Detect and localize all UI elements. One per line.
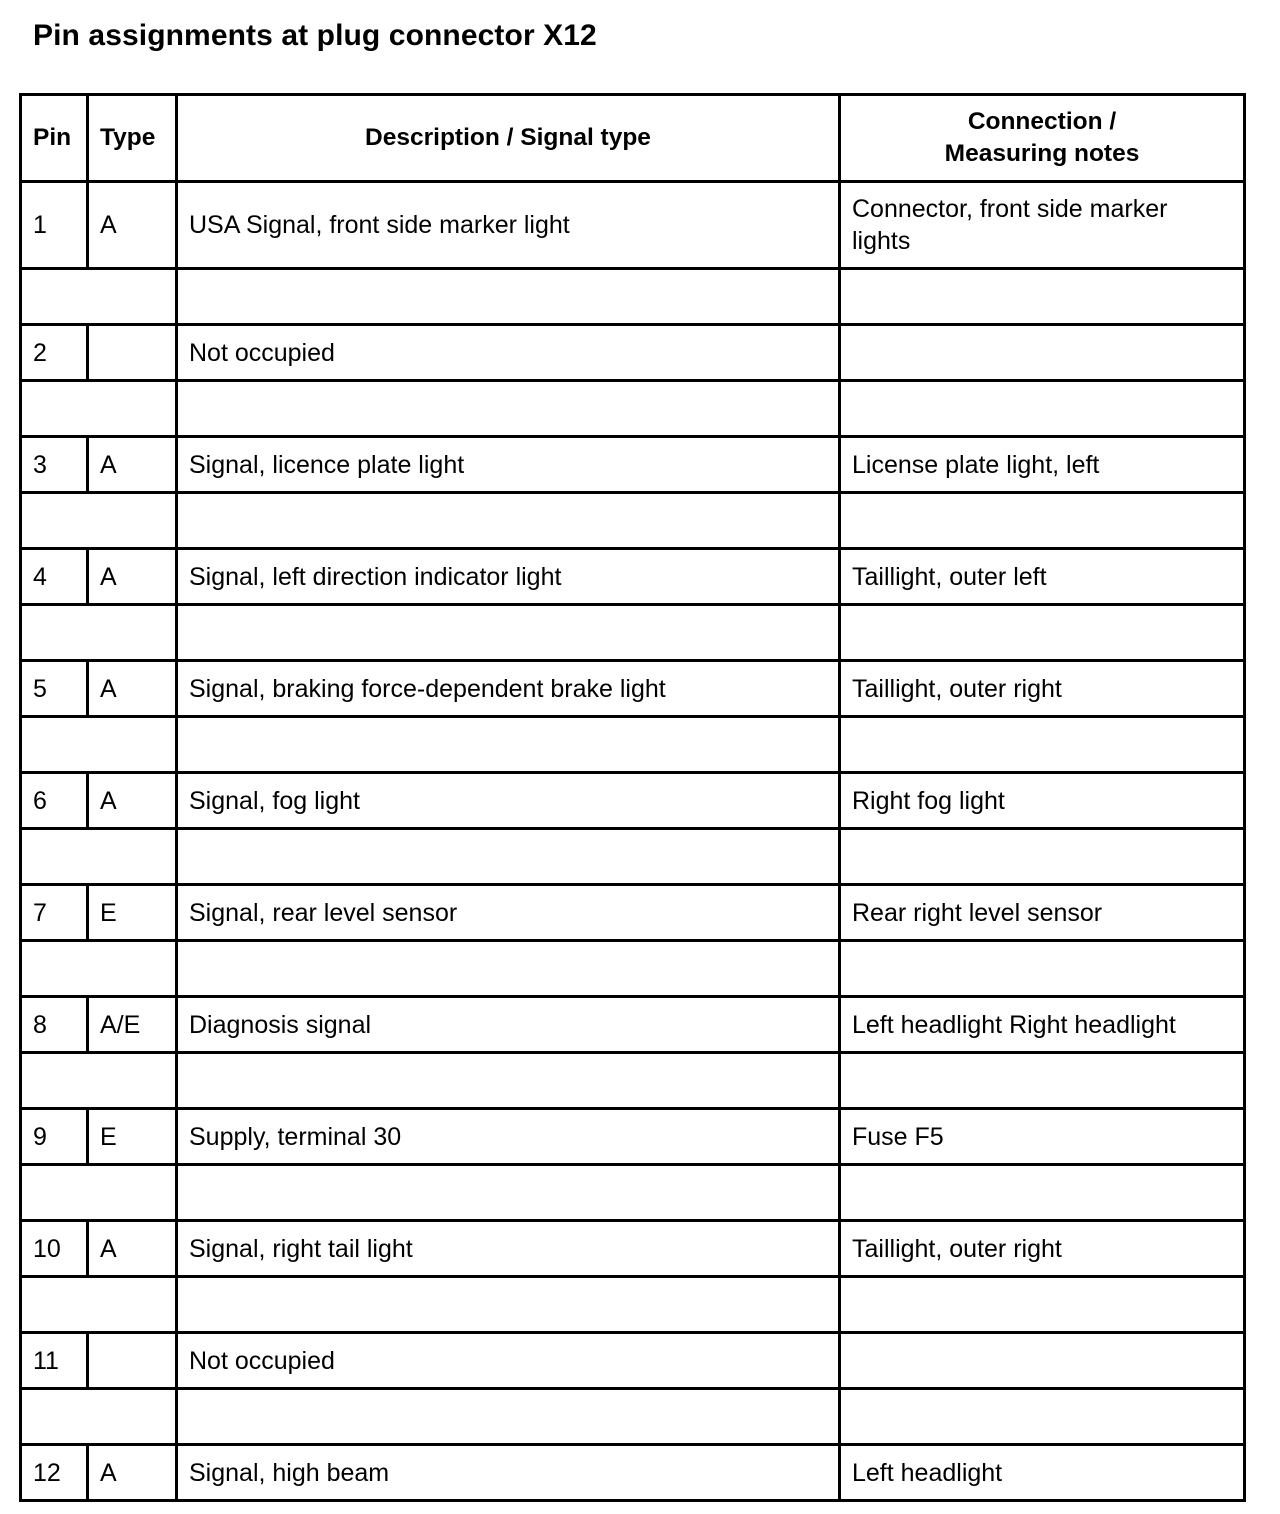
table-row (21, 661, 1245, 717)
spacer-cell (840, 1277, 1245, 1333)
spacer-cell (840, 1053, 1245, 1109)
pin-cell: 1 (21, 182, 88, 269)
spacer-cell (177, 717, 840, 773)
spacer-cell (840, 605, 1245, 661)
spacer-cell (21, 1389, 177, 1445)
spacer-cell (177, 269, 840, 325)
type-cell: A (88, 1445, 177, 1501)
description-cell: Signal, braking force-dependent brake light (177, 661, 840, 717)
pin-cell: 12 (21, 1445, 88, 1501)
page-title: Pin assignments at plug connector X12 (33, 19, 597, 52)
description-cell: Not occupied (177, 325, 840, 381)
connection-cell: License plate light, left (840, 437, 1245, 493)
type-cell: A (88, 182, 177, 269)
spacer-cell (840, 381, 1245, 437)
spacer-row (21, 493, 1245, 549)
type-cell (88, 325, 177, 381)
description-cell: Signal, licence plate light (177, 437, 840, 493)
type-cell: A (88, 661, 177, 717)
table-row (21, 773, 1245, 829)
table-row (21, 182, 1245, 269)
type-cell: E (88, 885, 177, 941)
pin-cell: 8 (21, 997, 88, 1053)
spacer-cell (840, 1389, 1245, 1445)
type-cell: A (88, 549, 177, 605)
connection-cell (840, 325, 1245, 381)
pin-cell: 9 (21, 1109, 88, 1165)
spacer-row (21, 1277, 1245, 1333)
spacer-cell (21, 1053, 177, 1109)
spacer-row (21, 605, 1245, 661)
spacer-cell (177, 493, 840, 549)
spacer-cell (177, 829, 840, 885)
spacer-row (21, 829, 1245, 885)
pin-cell: 5 (21, 661, 88, 717)
pin-cell: 2 (21, 325, 88, 381)
spacer-cell (177, 1053, 840, 1109)
pin-assignment-table (19, 93, 1246, 1502)
spacer-cell (21, 1277, 177, 1333)
spacer-cell (840, 941, 1245, 997)
spacer-row (21, 717, 1245, 773)
pin-cell: 3 (21, 437, 88, 493)
spacer-cell (177, 1165, 840, 1221)
spacer-cell (21, 717, 177, 773)
header-row (21, 95, 1245, 182)
description-cell: Supply, terminal 30 (177, 1109, 840, 1165)
spacer-row (21, 269, 1245, 325)
table-row (21, 1221, 1245, 1277)
spacer-cell (177, 1389, 840, 1445)
spacer-cell (21, 269, 177, 325)
spacer-cell (21, 941, 177, 997)
type-cell (88, 1333, 177, 1389)
pin-cell: 7 (21, 885, 88, 941)
column-header-connection (840, 95, 1245, 182)
description-cell: USA Signal, front side marker light (177, 182, 840, 269)
spacer-cell (21, 1165, 177, 1221)
spacer-cell (840, 717, 1245, 773)
connection-cell: Taillight, outer left (840, 549, 1245, 605)
spacer-cell (21, 493, 177, 549)
spacer-cell (840, 829, 1245, 885)
pin-cell: 11 (21, 1333, 88, 1389)
description-cell: Not occupied (177, 1333, 840, 1389)
spacer-cell (177, 1277, 840, 1333)
pin-cell: 6 (21, 773, 88, 829)
spacer-row (21, 381, 1245, 437)
pin-cell: 10 (21, 1221, 88, 1277)
connection-cell: Connector, front side marker lights (840, 182, 1245, 269)
connection-cell: Left headlight (840, 1445, 1245, 1501)
table-row (21, 1109, 1245, 1165)
spacer-cell (177, 605, 840, 661)
connection-cell (840, 1333, 1245, 1389)
column-header-type: Type (88, 95, 177, 182)
spacer-cell (177, 941, 840, 997)
type-cell: A (88, 1221, 177, 1277)
table-row (21, 549, 1245, 605)
type-cell: A/E (88, 997, 177, 1053)
table-body (21, 182, 1245, 1501)
pin-cell: 4 (21, 549, 88, 605)
type-cell: A (88, 773, 177, 829)
spacer-row (21, 1053, 1245, 1109)
connection-cell: Taillight, outer right (840, 661, 1245, 717)
connection-cell: Right fog light (840, 773, 1245, 829)
description-cell: Signal, right tail light (177, 1221, 840, 1277)
description-cell: Signal, rear level sensor (177, 885, 840, 941)
spacer-row (21, 941, 1245, 997)
column-header-pin: Pin (21, 95, 88, 182)
table-row (21, 437, 1245, 493)
table-row (21, 997, 1245, 1053)
table-row (21, 1333, 1245, 1389)
connection-cell: Rear right level sensor (840, 885, 1245, 941)
spacer-cell (840, 1165, 1245, 1221)
spacer-cell (21, 829, 177, 885)
description-cell: Signal, fog light (177, 773, 840, 829)
connection-cell: Taillight, outer right (840, 1221, 1245, 1277)
type-cell: E (88, 1109, 177, 1165)
table-row (21, 1445, 1245, 1501)
table-row (21, 885, 1245, 941)
column-header-description: Description / Signal type (177, 95, 840, 182)
description-cell: Signal, high beam (177, 1445, 840, 1501)
connection-cell: Fuse F5 (840, 1109, 1245, 1165)
spacer-row (21, 1165, 1245, 1221)
column-header-connection-line2: Measuring notes (944, 140, 1140, 167)
connection-cell: Left headlight Right headlight (840, 997, 1245, 1053)
spacer-cell (840, 493, 1245, 549)
table-row (21, 325, 1245, 381)
spacer-cell (21, 381, 177, 437)
spacer-row (21, 1389, 1245, 1445)
type-cell: A (88, 437, 177, 493)
description-cell: Diagnosis signal (177, 997, 840, 1053)
spacer-cell (840, 269, 1245, 325)
description-cell: Signal, left direction indicator light (177, 549, 840, 605)
column-header-connection-line1: Connection / (967, 108, 1117, 135)
spacer-cell (177, 381, 840, 437)
spacer-cell (21, 605, 177, 661)
